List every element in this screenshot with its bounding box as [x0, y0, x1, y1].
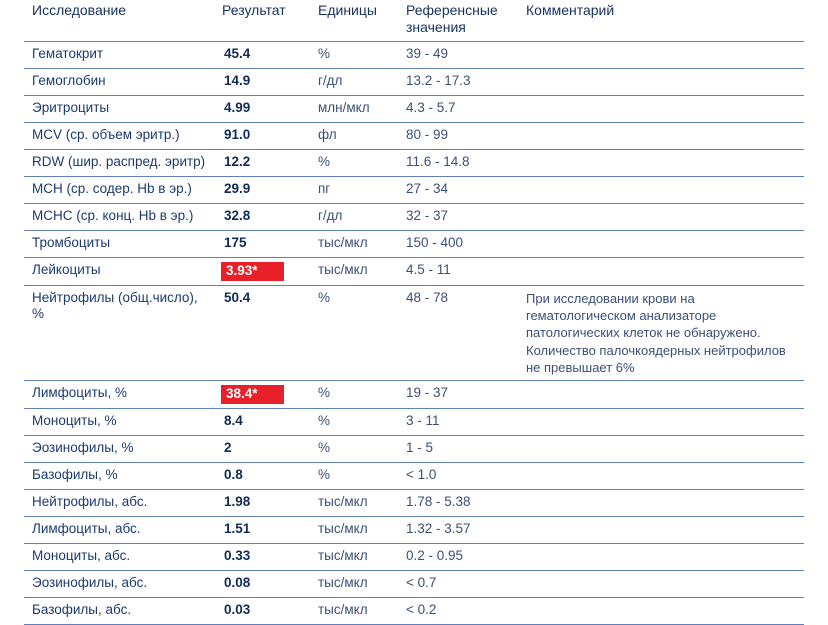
column-header-units: Единицы: [318, 2, 377, 18]
row-comment: [520, 150, 804, 177]
table-row: [24, 258, 804, 286]
row-reference-range: 1 - 5: [400, 436, 520, 463]
row-test-name: Тромбоциты: [24, 231, 216, 258]
row-test-name: MCHC (ср. конц. Hb в эр.): [24, 204, 216, 231]
row-units: %: [312, 285, 400, 380]
row-reference-range: 3 - 11: [400, 409, 520, 436]
row-reference-range: 39 - 49: [400, 42, 520, 69]
row-test-name: MCH (ср. содер. Hb в эр.): [24, 177, 216, 204]
row-comment: [520, 571, 804, 598]
abnormal-result-badge: 38.4*: [221, 385, 284, 404]
row-test-name: Эритроциты: [24, 96, 216, 123]
table-row: [24, 123, 804, 150]
row-units: г/дл: [312, 204, 400, 231]
table-row: [24, 544, 804, 571]
row-reference-range: < 0.2: [400, 598, 520, 625]
row-comment: [520, 381, 804, 409]
row-reference-range: 80 - 99: [400, 123, 520, 150]
row-result-value: 0.08: [216, 571, 312, 598]
row-result-value: 175: [216, 231, 312, 258]
row-reference-range: 13.2 - 17.3: [400, 69, 520, 96]
table-row: [24, 517, 804, 544]
table-row: [24, 381, 804, 409]
lab-results-table: [24, 0, 804, 625]
row-comment: [520, 490, 804, 517]
row-units: %: [312, 381, 400, 409]
row-units: %: [312, 436, 400, 463]
row-comment: [520, 436, 804, 463]
row-units: г/дл: [312, 69, 400, 96]
row-test-name: Моноциты, абс.: [24, 544, 216, 571]
table-row: [24, 436, 804, 463]
row-comment: [520, 231, 804, 258]
row-reference-range: 4.3 - 5.7: [400, 96, 520, 123]
row-reference-range: 1.32 - 3.57: [400, 517, 520, 544]
row-comment: [520, 177, 804, 204]
row-test-name: Базофилы, %: [24, 463, 216, 490]
row-result-value: 14.9: [216, 69, 312, 96]
row-comment: [520, 69, 804, 96]
row-reference-range: 19 - 37: [400, 381, 520, 409]
row-units: %: [312, 150, 400, 177]
row-comment: [520, 258, 804, 286]
row-result-value: 4.99: [216, 96, 312, 123]
table-row: [24, 490, 804, 517]
table-row: [24, 285, 804, 380]
row-result-value: 29.9: [216, 177, 312, 204]
row-test-name: Гемоглобин: [24, 69, 216, 96]
table-header: [24, 0, 804, 42]
column-header-name: Исследование: [32, 2, 127, 18]
column-header-reference-line1: Референсные: [406, 2, 498, 18]
column-header-comment: Комментарий: [526, 2, 615, 18]
table-row: [24, 177, 804, 204]
table-row: [24, 409, 804, 436]
table-row: [24, 150, 804, 177]
row-reference-range: 4.5 - 11: [400, 258, 520, 286]
row-comment: [520, 463, 804, 490]
row-reference-range: < 1.0: [400, 463, 520, 490]
row-result-value: 2: [216, 436, 312, 463]
row-test-name: RDW (шир. распред. эритр): [24, 150, 216, 177]
row-result-value: 8.4: [216, 409, 312, 436]
row-units: %: [312, 409, 400, 436]
row-comment: [520, 204, 804, 231]
table-row: [24, 231, 804, 258]
row-reference-range: 0.2 - 0.95: [400, 544, 520, 571]
row-comment: [520, 96, 804, 123]
row-test-name: Эозинофилы, абс.: [24, 571, 216, 598]
row-result-value: 32.8: [216, 204, 312, 231]
column-header-reference-line2: значения: [406, 18, 466, 35]
row-units: тыс/мкл: [312, 517, 400, 544]
table-row: [24, 598, 804, 625]
row-result-value: 0.8: [216, 463, 312, 490]
row-test-name: Базофилы, абс.: [24, 598, 216, 625]
row-result-value: 0.03: [216, 598, 312, 625]
row-units: %: [312, 42, 400, 69]
row-result-value: 45.4: [216, 42, 312, 69]
row-units: тыс/мкл: [312, 258, 400, 286]
row-units: фл: [312, 123, 400, 150]
table-row: [24, 42, 804, 69]
row-comment: При исследовании крови на гематологическом анализаторе патологических клеток не обнаружено. Количество палочкоядерных нейтрофилов не превышает 6%: [520, 285, 804, 380]
row-units: тыс/мкл: [312, 544, 400, 571]
table-row: [24, 463, 804, 490]
row-comment: [520, 409, 804, 436]
row-test-name: Нейтрофилы, абс.: [24, 490, 216, 517]
row-test-name: Лимфоциты, %: [24, 381, 216, 409]
row-comment: [520, 517, 804, 544]
row-test-name: Гематокрит: [24, 42, 216, 69]
table-row: [24, 96, 804, 123]
row-comment: [520, 598, 804, 625]
row-test-name: Лейкоциты: [24, 258, 216, 286]
row-test-name: Лимфоциты, абс.: [24, 517, 216, 544]
table-row: [24, 69, 804, 96]
row-comment: [520, 544, 804, 571]
row-reference-range: 27 - 34: [400, 177, 520, 204]
row-reference-range: 32 - 37: [400, 204, 520, 231]
row-reference-range: 11.6 - 14.8: [400, 150, 520, 177]
row-result-value: 1.51: [216, 517, 312, 544]
row-comment: [520, 123, 804, 150]
row-comment: [520, 42, 804, 69]
row-units: пг: [312, 177, 400, 204]
row-reference-range: 150 - 400: [400, 231, 520, 258]
row-test-name: Эозинофилы, %: [24, 436, 216, 463]
column-header-result: Результат: [222, 2, 286, 18]
row-result-value: 91.0: [216, 123, 312, 150]
row-result-value: [216, 258, 312, 286]
row-test-name: MCV (ср. объем эритр.): [24, 123, 216, 150]
abnormal-result-badge: 3.93*: [221, 262, 284, 281]
row-result-value: 0.33: [216, 544, 312, 571]
row-units: %: [312, 463, 400, 490]
table-header-row: [24, 0, 804, 42]
row-result-value: 12.2: [216, 150, 312, 177]
table-row: [24, 571, 804, 598]
row-result-value: 1.98: [216, 490, 312, 517]
row-reference-range: 48 - 78: [400, 285, 520, 380]
table-body: [24, 42, 804, 625]
row-test-name: Нейтрофилы (общ.число), %: [24, 285, 216, 380]
row-reference-range: 1.78 - 5.38: [400, 490, 520, 517]
column-header-reference: [400, 0, 520, 42]
row-units: тыс/мкл: [312, 598, 400, 625]
row-units: тыс/мкл: [312, 490, 400, 517]
row-units: тыс/мкл: [312, 231, 400, 258]
row-units: тыс/мкл: [312, 571, 400, 598]
row-reference-range: < 0.7: [400, 571, 520, 598]
row-result-value: [216, 381, 312, 409]
row-units: млн/мкл: [312, 96, 400, 123]
table-row: [24, 204, 804, 231]
row-result-value: 50.4: [216, 285, 312, 380]
row-test-name: Моноциты, %: [24, 409, 216, 436]
